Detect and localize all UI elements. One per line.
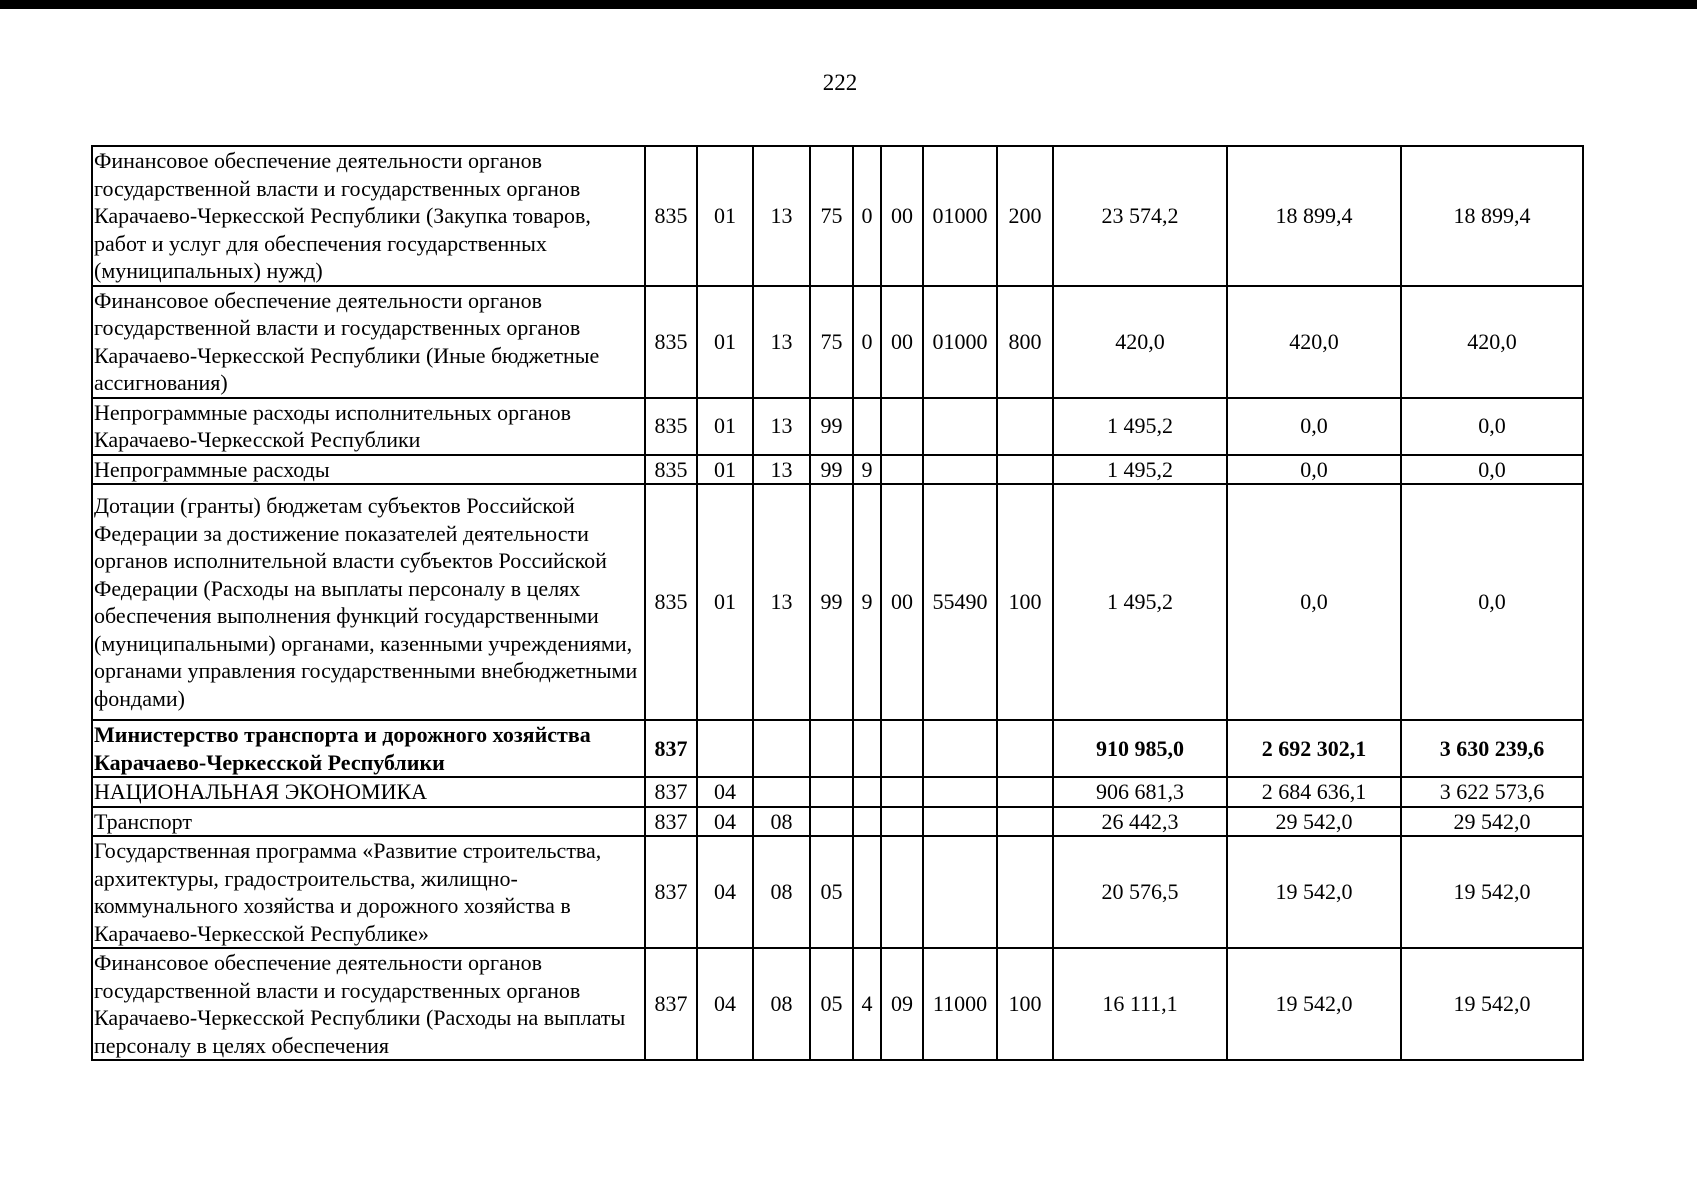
subprogram-code: 9 [853,484,881,720]
direction-code: 01000 [923,146,997,286]
amount-year-2: 19 542,0 [1227,948,1401,1060]
section-code: 01 [697,455,753,485]
amount-year-3: 3 630 239,6 [1401,720,1583,777]
section-code: 01 [697,146,753,286]
subprogram-code: 0 [853,286,881,398]
event-code [881,720,923,777]
amount-year-2: 2 684 636,1 [1227,777,1401,807]
subsection-code: 08 [753,807,810,837]
amount-year-3: 19 542,0 [1401,836,1583,948]
program-code: 99 [810,484,853,720]
amount-year-2: 2 692 302,1 [1227,720,1401,777]
ministry-code: 837 [645,777,697,807]
expense-type-code [997,807,1053,837]
amount-year-2: 420,0 [1227,286,1401,398]
amount-year-3: 3 622 573,6 [1401,777,1583,807]
subsection-code: 13 [753,398,810,455]
amount-year-3: 29 542,0 [1401,807,1583,837]
amount-year-3: 420,0 [1401,286,1583,398]
expense-type-code: 100 [997,948,1053,1060]
event-code: 00 [881,146,923,286]
subprogram-code [853,807,881,837]
ministry-code: 835 [645,398,697,455]
section-code: 04 [697,948,753,1060]
ministry-code: 835 [645,146,697,286]
table-row [92,146,1583,286]
event-code: 09 [881,948,923,1060]
table-row [92,455,1583,485]
subsection-code [753,777,810,807]
section-code: 04 [697,836,753,948]
ministry-code: 835 [645,286,697,398]
event-code [881,455,923,485]
row-description: Дотации (гранты) бюджетам субъектов Российской Федерации за достижение показателей деятельности органов исполнительной власти субъектов Российской Федерации (Расходы на выплаты персоналу в целях обеспечения выполнения функций государственными (муниципальными) органами, казенными учреждениями, органами управления государственными внебюджетными фондами) [92,484,645,720]
event-code [881,398,923,455]
row-description: Непрограммные расходы исполнительных органов Карачаево-Черкесской Республики [92,398,645,455]
subprogram-code [853,836,881,948]
page-number: 222 [822,70,858,95]
subprogram-code [853,777,881,807]
table-row [92,720,1583,777]
subprogram-code: 4 [853,948,881,1060]
subsection-code: 13 [753,146,810,286]
program-code: 75 [810,146,853,286]
subsection-code: 13 [753,484,810,720]
amount-year-1: 420,0 [1053,286,1227,398]
event-code [881,807,923,837]
row-description: Транспорт [92,807,645,837]
direction-code [923,398,997,455]
direction-code: 55490 [923,484,997,720]
expense-type-code [997,398,1053,455]
section-code: 01 [697,484,753,720]
ministry-code: 837 [645,948,697,1060]
table-row [92,777,1583,807]
row-description: Финансовое обеспечение деятельности органов государственной власти и государственных органов Карачаево-Черкесской Республики (Закупка товаров, работ и услуг для обеспечения государственных (муниципальных) нужд) [92,146,645,286]
subsection-code: 13 [753,286,810,398]
event-code: 00 [881,484,923,720]
program-code [810,807,853,837]
amount-year-2: 0,0 [1227,455,1401,485]
subsection-code [753,720,810,777]
program-code: 75 [810,286,853,398]
row-description: Непрограммные расходы [92,455,645,485]
row-description: Министерство транспорта и дорожного хозяйства Карачаево-Черкесской Республики [92,720,645,777]
amount-year-3: 0,0 [1401,455,1583,485]
ministry-code: 837 [645,807,697,837]
program-code: 99 [810,398,853,455]
budget-table [91,145,1584,1061]
table-row [92,948,1583,1060]
expense-type-code [997,836,1053,948]
amount-year-3: 0,0 [1401,398,1583,455]
row-description: НАЦИОНАЛЬНАЯ ЭКОНОМИКА [92,777,645,807]
direction-code [923,836,997,948]
event-code [881,836,923,948]
expense-type-code: 800 [997,286,1053,398]
expense-type-code [997,777,1053,807]
subsection-code: 13 [753,455,810,485]
direction-code: 11000 [923,948,997,1060]
direction-code: 01000 [923,286,997,398]
program-code [810,720,853,777]
amount-year-2: 18 899,4 [1227,146,1401,286]
expense-type-code [997,455,1053,485]
amount-year-1: 1 495,2 [1053,398,1227,455]
subprogram-code [853,720,881,777]
row-description: Финансовое обеспечение деятельности органов государственной власти и государственных органов Карачаево-Черкесской Республики (Расходы на выплаты персоналу в целях обеспечения [92,948,645,1060]
scan-top-edge [0,0,1697,9]
program-code: 99 [810,455,853,485]
table-row [92,398,1583,455]
event-code: 00 [881,286,923,398]
expense-type-code: 200 [997,146,1053,286]
table-row [92,484,1583,720]
amount-year-3: 0,0 [1401,484,1583,720]
amount-year-1: 910 985,0 [1053,720,1227,777]
direction-code [923,807,997,837]
row-description: Государственная программа «Развитие строительства, архитектуры, градостроительства, жилищно-коммунального хозяйства и дорожного хозяйства в Карачаево-Черкесской Республике» [92,836,645,948]
amount-year-1: 16 111,1 [1053,948,1227,1060]
direction-code [923,455,997,485]
row-description: Финансовое обеспечение деятельности органов государственной власти и государственных органов Карачаево-Черкесской Республики (Иные бюджетные ассигнования) [92,286,645,398]
subsection-code: 08 [753,836,810,948]
ministry-code: 835 [645,455,697,485]
event-code [881,777,923,807]
expense-type-code [997,720,1053,777]
program-code [810,777,853,807]
subsection-code: 08 [753,948,810,1060]
table-row [92,286,1583,398]
section-code: 04 [697,807,753,837]
amount-year-1: 20 576,5 [1053,836,1227,948]
amount-year-1: 23 574,2 [1053,146,1227,286]
subprogram-code [853,398,881,455]
program-code: 05 [810,836,853,948]
amount-year-1: 1 495,2 [1053,484,1227,720]
ministry-code: 837 [645,720,697,777]
amount-year-2: 0,0 [1227,484,1401,720]
amount-year-2: 19 542,0 [1227,836,1401,948]
amount-year-3: 19 542,0 [1401,948,1583,1060]
section-code [697,720,753,777]
subprogram-code: 9 [853,455,881,485]
section-code: 01 [697,398,753,455]
amount-year-2: 0,0 [1227,398,1401,455]
ministry-code: 835 [645,484,697,720]
table-row [92,807,1583,837]
amount-year-3: 18 899,4 [1401,146,1583,286]
program-code: 05 [810,948,853,1060]
direction-code [923,720,997,777]
section-code: 01 [697,286,753,398]
ministry-code: 837 [645,836,697,948]
amount-year-1: 1 495,2 [1053,455,1227,485]
subprogram-code: 0 [853,146,881,286]
amount-year-1: 26 442,3 [1053,807,1227,837]
amount-year-2: 29 542,0 [1227,807,1401,837]
table-row [92,836,1583,948]
section-code: 04 [697,777,753,807]
amount-year-1: 906 681,3 [1053,777,1227,807]
expense-type-code: 100 [997,484,1053,720]
direction-code [923,777,997,807]
